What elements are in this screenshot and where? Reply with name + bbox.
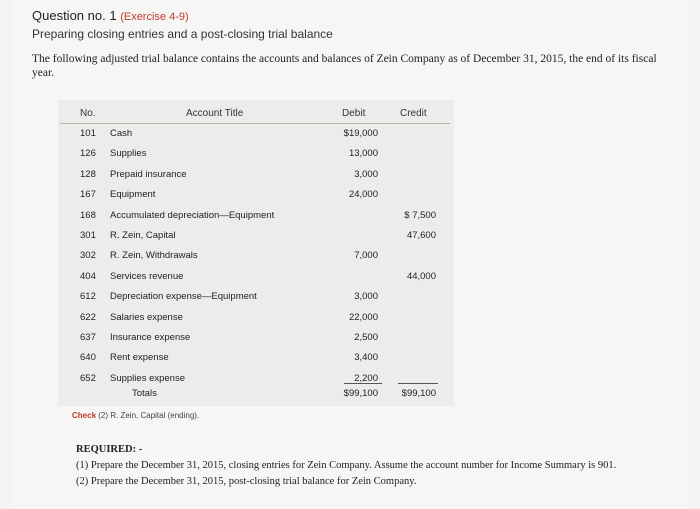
debit-amount: 3,000	[354, 291, 378, 303]
account-number: 302	[80, 250, 96, 262]
question-subtitle: Preparing closing entries and a post-closing trial balance	[32, 27, 333, 41]
account-number: 652	[80, 372, 96, 384]
totals-row	[58, 386, 454, 404]
table-row	[58, 289, 454, 307]
account-title: Salaries expense	[110, 311, 183, 323]
question-title	[32, 8, 189, 23]
table-row	[58, 208, 454, 226]
debit-amount: 2,500	[354, 332, 378, 343]
account-title: Supplies	[110, 148, 147, 160]
table-row	[58, 187, 454, 205]
account-title: Accumulated depreciation—Equipment	[110, 209, 275, 221]
table-row	[58, 330, 454, 348]
required-item-2: (2) Prepare the December 31, 2015, post-closing trial balance for Zein Company.	[76, 476, 417, 487]
table-row	[58, 228, 454, 246]
account-title: Services revenue	[110, 270, 184, 282]
totals-label: Totals	[132, 388, 157, 399]
debit-total-rule	[344, 383, 382, 384]
header-account-title: Account Title	[186, 108, 244, 119]
table-row	[58, 248, 454, 266]
account-number: 301	[80, 230, 96, 241]
account-title: Insurance expense	[110, 332, 191, 343]
check-text: (2) R. Zein, Capital (ending).	[98, 411, 200, 420]
account-title: Prepaid insurance	[110, 168, 187, 180]
debit-amount: 3,400	[354, 352, 378, 364]
header-no: No.	[80, 108, 96, 119]
credit-total-rule	[398, 383, 438, 384]
required-item-1: (1) Prepare the December 31, 2015, closing entries for Zein Company. Assume the account number for Income Summary is 901.	[76, 460, 617, 471]
table-row	[58, 126, 454, 144]
account-title: Cash	[110, 128, 133, 139]
account-title: Equipment	[110, 189, 156, 201]
check-label: Check	[72, 411, 97, 420]
debit-amount: 3,000	[354, 168, 378, 180]
account-number: 126	[80, 148, 96, 160]
table-row	[58, 146, 454, 164]
debit-amount: 24,000	[348, 189, 378, 201]
check-note	[72, 411, 199, 420]
header-divider	[60, 123, 450, 124]
table-row	[58, 167, 454, 185]
account-number: 622	[80, 311, 96, 323]
account-title: Supplies expense	[110, 372, 185, 384]
trial-balance-table	[58, 100, 454, 406]
account-number: 404	[80, 270, 96, 282]
credit-amount: 44,000	[406, 270, 436, 282]
debit-amount: 2,200	[354, 372, 378, 384]
totals-debit: $99,100	[343, 388, 378, 399]
question-label: Question no. 1	[32, 8, 117, 23]
required-section	[76, 442, 676, 490]
table-row	[58, 350, 454, 368]
account-number: 168	[80, 209, 96, 221]
totals-credit: $99,100	[401, 388, 436, 399]
credit-amount: 47,600	[406, 230, 436, 241]
intro-paragraph: The following adjusted trial balance contains the accounts and balances of Zein Company as of December 31, 2015, the end of its fiscal year.	[32, 53, 657, 79]
account-title: R. Zein, Capital	[110, 230, 176, 241]
header-credit: Credit	[400, 108, 427, 119]
debit-amount: 13,000	[348, 148, 378, 160]
credit-amount: $ 7,500	[404, 209, 436, 221]
account-title: R. Zein, Withdrawals	[110, 250, 198, 262]
account-number: 612	[80, 291, 96, 303]
header-debit: Debit	[342, 108, 366, 119]
account-number: 128	[80, 168, 96, 180]
account-title: Rent expense	[110, 352, 169, 364]
table-row	[58, 269, 454, 287]
worksheet-page	[14, 0, 688, 509]
exercise-label: (Exercise 4-9)	[120, 11, 189, 23]
debit-amount: 7,000	[354, 250, 378, 262]
required-heading: REQUIRED: -	[76, 444, 143, 455]
account-number: 640	[80, 352, 96, 364]
account-number: 637	[80, 332, 96, 343]
account-number: 101	[80, 128, 96, 139]
debit-amount: 22,000	[348, 311, 378, 323]
debit-amount: $19,000	[343, 128, 378, 139]
table-row	[58, 310, 454, 328]
account-title: Depreciation expense—Equipment	[110, 291, 257, 303]
account-number: 167	[80, 189, 96, 201]
